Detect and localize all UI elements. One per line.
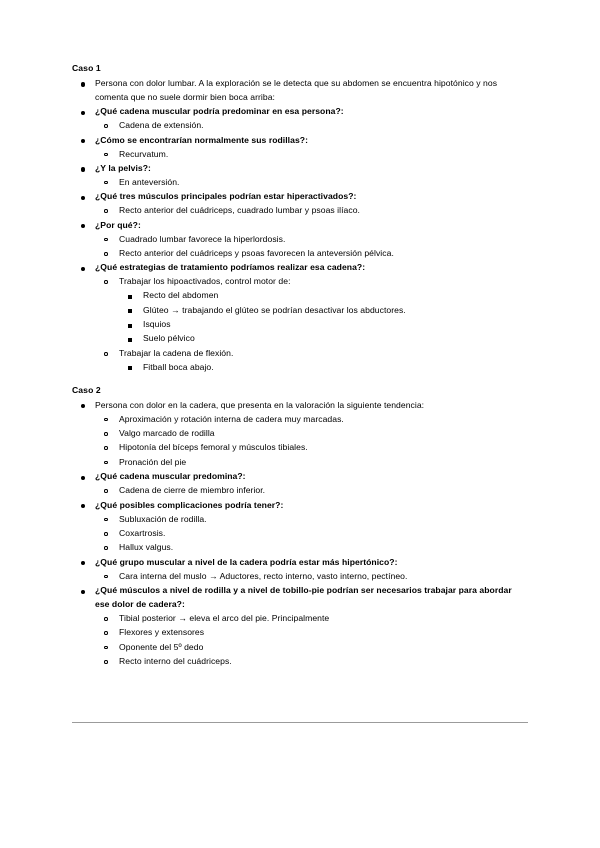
list-item bbox=[95, 541, 528, 555]
list-item-text: Cadena de extensión. bbox=[119, 120, 204, 131]
sublist bbox=[95, 513, 528, 556]
list-item bbox=[95, 176, 528, 190]
list-item-text: Glúteo → trabajando el glúteo se podrían desactivar los abductores. bbox=[143, 304, 406, 315]
list-item bbox=[72, 584, 528, 669]
bullet-circle-icon bbox=[104, 153, 108, 157]
list-item bbox=[72, 261, 528, 374]
list-item-text: Oponente del 5º dedo bbox=[119, 641, 204, 652]
list-item-text: ¿Y la pelvis?: bbox=[95, 162, 151, 173]
list-item bbox=[119, 289, 528, 303]
sublist bbox=[95, 233, 528, 261]
list-item bbox=[95, 570, 528, 584]
list-item-text: Valgo marcado de rodilla bbox=[119, 427, 215, 438]
document-body bbox=[72, 62, 528, 670]
sublist bbox=[95, 275, 528, 374]
list-item-text: Hipotonía del bíceps femoral y músculos tibiales. bbox=[119, 442, 308, 453]
bullet-circle-icon bbox=[104, 238, 108, 242]
list-item-text: Coxartrosis. bbox=[119, 527, 166, 538]
bullet-disc-icon bbox=[81, 224, 85, 228]
list-item-text: ¿Cómo se encontrarían normalmente sus rodillas?: bbox=[95, 134, 308, 145]
bullet-disc-icon bbox=[81, 167, 85, 171]
bullet-disc-icon bbox=[81, 196, 85, 200]
bullet-square-icon bbox=[128, 295, 132, 299]
bullet-disc-icon bbox=[81, 82, 85, 86]
list-item bbox=[72, 105, 528, 133]
list-item-text: Subluxación de rodilla. bbox=[119, 513, 207, 524]
bullet-circle-icon bbox=[104, 646, 108, 650]
bullet-disc-icon bbox=[81, 111, 85, 115]
list-item-text: Trabajar la cadena de flexión. bbox=[119, 347, 234, 358]
bullet-circle-icon bbox=[104, 575, 108, 579]
sublist bbox=[119, 289, 528, 346]
list-item-text: Persona con dolor lumbar. A la exploración se le detecta que su abdomen se encuentra hipotónico y nos comenta que no suele dormir bien boca arriba: bbox=[95, 77, 498, 102]
bullet-circle-icon bbox=[104, 489, 108, 493]
list-item bbox=[95, 527, 528, 541]
list-item-text: ¿Qué cadena muscular podría predominar en esa persona?: bbox=[95, 106, 344, 117]
list-item-text: Tibial posterior → eleva el arco del pie. Principalmente bbox=[119, 612, 330, 623]
list-item-text: Hallux valgus. bbox=[119, 542, 174, 553]
bullet-circle-icon bbox=[104, 432, 108, 436]
list-item bbox=[95, 612, 528, 626]
list-item bbox=[95, 233, 528, 247]
list-item-text: En anteversión. bbox=[119, 176, 180, 187]
list-item-text: ¿Qué músculos a nivel de rodilla y a nivel de tobillo-pie podrían ser necesarios trabajar para abordar ese dolor de cadera?: bbox=[95, 585, 512, 610]
list-item bbox=[72, 219, 528, 261]
list-item bbox=[95, 484, 528, 498]
list-item-text: Recto anterior del cuádriceps, cuadrado lumbar y psoas ilíaco. bbox=[119, 205, 360, 216]
list-item-text: Recurvatum. bbox=[119, 148, 169, 159]
bullet-disc-icon bbox=[81, 267, 85, 271]
sublist bbox=[95, 176, 528, 190]
bullet-circle-icon bbox=[104, 280, 108, 284]
bullet-circle-icon bbox=[104, 631, 108, 635]
list-item bbox=[95, 148, 528, 162]
list-item-text: Isquios bbox=[143, 319, 171, 330]
bullet-square-icon bbox=[128, 324, 132, 328]
list-item-text: ¿Qué grupo muscular a nivel de la cadera podría estar más hipertónico?: bbox=[95, 556, 398, 567]
list-item bbox=[72, 470, 528, 498]
list-item bbox=[119, 361, 528, 375]
list-item-text: ¿Por qué?: bbox=[95, 219, 141, 230]
list-item bbox=[95, 204, 528, 218]
list-item bbox=[95, 119, 528, 133]
bullet-circle-icon bbox=[104, 461, 108, 465]
list-item bbox=[95, 626, 528, 640]
sublist bbox=[95, 413, 528, 470]
list-item-text: ¿Qué cadena muscular predomina?: bbox=[95, 471, 246, 482]
sublist bbox=[95, 119, 528, 133]
bullet-circle-icon bbox=[104, 518, 108, 522]
bullet-square-icon bbox=[128, 366, 132, 370]
list-item bbox=[95, 347, 528, 375]
list-item-text: Cadena de cierre de miembro inferior. bbox=[119, 485, 266, 496]
bullet-circle-icon bbox=[104, 352, 108, 356]
list-caso-2 bbox=[72, 399, 528, 670]
bullet-circle-icon bbox=[104, 532, 108, 536]
list-item-text: Pronación del pie bbox=[119, 456, 187, 467]
bullet-circle-icon bbox=[104, 546, 108, 550]
sublist bbox=[95, 484, 528, 498]
list-item-text: Recto interno del cuádriceps. bbox=[119, 656, 232, 667]
list-item bbox=[72, 399, 528, 470]
bullet-circle-icon bbox=[104, 124, 108, 128]
list-item bbox=[72, 556, 528, 584]
bullet-disc-icon bbox=[81, 139, 85, 143]
list-item bbox=[95, 247, 528, 261]
list-item-text: Cuadrado lumbar favorece la hiperlordosis. bbox=[119, 233, 286, 244]
list-item bbox=[95, 413, 528, 427]
list-item-text: Cara interna del muslo → Aductores, recto interno, vasto interno, pectíneo. bbox=[119, 570, 408, 581]
bullet-circle-icon bbox=[104, 181, 108, 185]
list-item-text: ¿Qué tres músculos principales podrían estar hiperactivados?: bbox=[95, 191, 357, 202]
list-item bbox=[95, 275, 528, 346]
list-item-text: Suelo pélvico bbox=[143, 333, 195, 344]
bullet-circle-icon bbox=[104, 660, 108, 664]
bullet-circle-icon bbox=[104, 209, 108, 213]
list-item-text: Recto anterior del cuádriceps y psoas favorecen la anteversión pélvica. bbox=[119, 247, 394, 258]
bullet-disc-icon bbox=[81, 561, 85, 565]
list-item bbox=[119, 304, 528, 318]
section-heading-caso-2: Caso 2 bbox=[72, 384, 101, 395]
bullet-circle-icon bbox=[104, 617, 108, 621]
list-item bbox=[72, 134, 528, 162]
bullet-circle-icon bbox=[104, 418, 108, 422]
list-item bbox=[95, 441, 528, 455]
bullet-circle-icon bbox=[104, 252, 108, 256]
list-item bbox=[72, 190, 528, 218]
list-item-text: Persona con dolor en la cadera, que presenta en la valoración la siguiente tendencia: bbox=[95, 399, 425, 410]
list-item bbox=[119, 318, 528, 332]
sublist bbox=[95, 570, 528, 584]
list-item-text: ¿Qué posibles complicaciones podría tener?: bbox=[95, 499, 284, 510]
list-item bbox=[95, 655, 528, 669]
list-item-text: Aproximación y rotación interna de cadera muy marcadas. bbox=[119, 413, 344, 424]
section-heading-caso-1: Caso 1 bbox=[72, 63, 101, 73]
list-item bbox=[95, 513, 528, 527]
list-item bbox=[72, 499, 528, 556]
bullet-disc-icon bbox=[81, 590, 85, 594]
sublist bbox=[95, 148, 528, 162]
list-item bbox=[72, 77, 528, 105]
list-item-text: Recto del abdomen bbox=[143, 290, 219, 301]
bullet-disc-icon bbox=[81, 504, 85, 508]
sublist bbox=[119, 361, 528, 375]
list-item bbox=[95, 456, 528, 470]
sublist bbox=[95, 612, 528, 669]
list-item-text: Flexores y extensores bbox=[119, 627, 205, 638]
sublist bbox=[95, 204, 528, 218]
list-item bbox=[95, 427, 528, 441]
bullet-circle-icon bbox=[104, 446, 108, 450]
list-item-text: Fitball boca abajo. bbox=[143, 361, 214, 372]
list-caso-1 bbox=[72, 77, 528, 375]
list-item-text: ¿Qué estrategias de tratamiento podríamos realizar esa cadena?: bbox=[95, 262, 366, 273]
bullet-square-icon bbox=[128, 338, 132, 342]
bullet-disc-icon bbox=[81, 476, 85, 480]
list-item bbox=[95, 641, 528, 655]
horizontal-divider bbox=[72, 722, 528, 723]
list-item bbox=[119, 332, 528, 346]
list-item bbox=[72, 162, 528, 190]
list-item-text: Trabajar los hipoactivados, control motor de: bbox=[119, 276, 291, 287]
bullet-square-icon bbox=[128, 309, 132, 313]
bullet-disc-icon bbox=[81, 404, 85, 408]
